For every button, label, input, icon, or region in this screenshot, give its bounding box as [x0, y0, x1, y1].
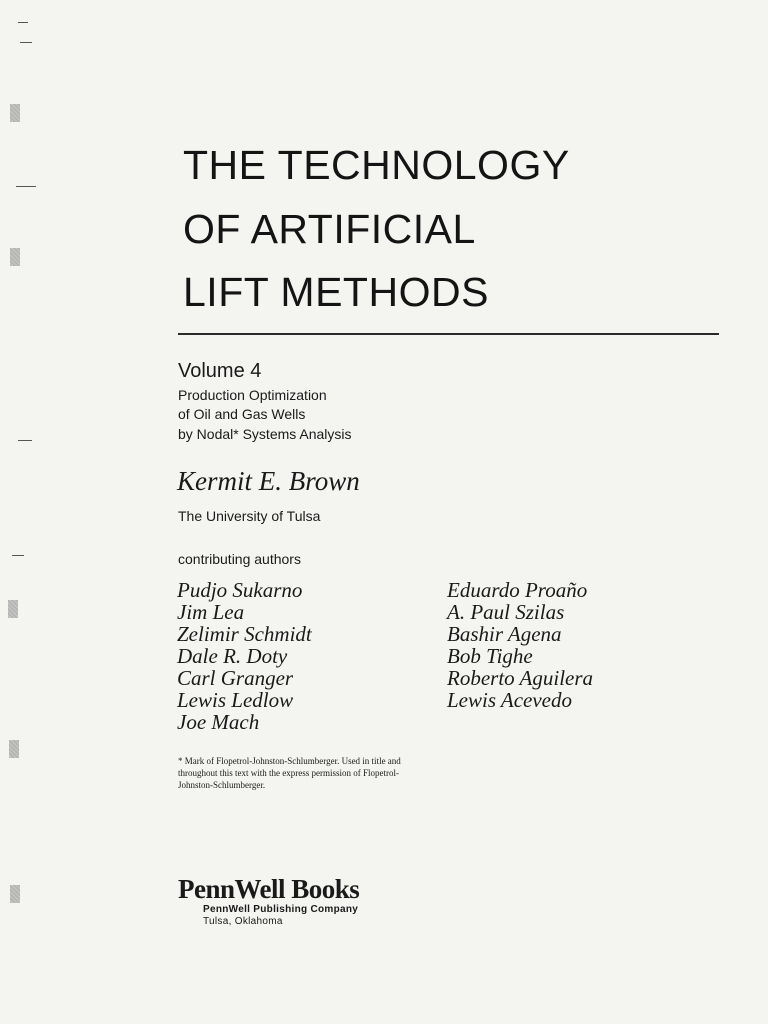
trademark-footnote-line: throughout this text with the express permission of Flopetrol- — [178, 768, 399, 778]
title-divider — [178, 333, 719, 335]
contributor-name: Zelimir Schmidt — [177, 622, 312, 646]
author-affiliation: The University of Tulsa — [178, 508, 321, 524]
contributor-name: Eduardo Proaño — [447, 578, 588, 602]
book-title-line-1: THE TECHNOLOGY — [183, 142, 570, 188]
main-author: Kermit E. Brown — [177, 466, 360, 496]
contributor-name: Carl Granger — [177, 666, 294, 690]
contributor-name: Pudjo Sukarno — [177, 578, 303, 602]
scan-artifact — [9, 740, 19, 758]
contributor-name: Bob Tighe — [447, 644, 533, 668]
scan-artifact — [12, 555, 24, 556]
scan-artifact — [8, 600, 18, 618]
trademark-footnote-line: * Mark of Flopetrol-Johnston-Schlumberger. Used in title and — [178, 756, 401, 766]
scan-artifact — [20, 42, 32, 43]
contributing-authors-label: contributing authors — [178, 551, 301, 567]
scan-artifact — [18, 440, 32, 441]
contributor-name: Joe Mach — [177, 710, 260, 734]
book-title-line-3: LIFT METHODS — [183, 269, 489, 315]
contributor-name: Dale R. Doty — [177, 644, 288, 668]
scan-artifact — [18, 22, 28, 23]
volume-subtitle-line: of Oil and Gas Wells — [178, 406, 306, 422]
contributor-name: A. Paul Szilas — [447, 600, 565, 624]
scan-artifact — [10, 885, 20, 903]
scan-artifact — [16, 186, 36, 187]
volume-subtitle-line: by Nodal* Systems Analysis — [178, 426, 352, 442]
trademark-footnote-line: Johnston-Schlumberger. — [178, 780, 266, 790]
contributor-name: Jim Lea — [177, 600, 245, 624]
publisher-company: PennWell Publishing Company — [203, 904, 359, 915]
publisher-city: Tulsa, Oklahoma — [203, 916, 283, 927]
publisher-logo: PennWell Books — [178, 874, 360, 904]
scan-artifact — [10, 104, 20, 122]
book-title-line-2: OF ARTIFICIAL — [183, 206, 476, 252]
contributor-name: Roberto Aguilera — [447, 666, 594, 690]
contributor-name: Bashir Agena — [447, 622, 562, 646]
contributor-name: Lewis Acevedo — [447, 688, 572, 712]
volume-label: Volume 4 — [178, 360, 262, 382]
scan-artifact — [10, 248, 20, 266]
contributor-name: Lewis Ledlow — [177, 688, 294, 712]
volume-subtitle-line: Production Optimization — [178, 387, 327, 403]
